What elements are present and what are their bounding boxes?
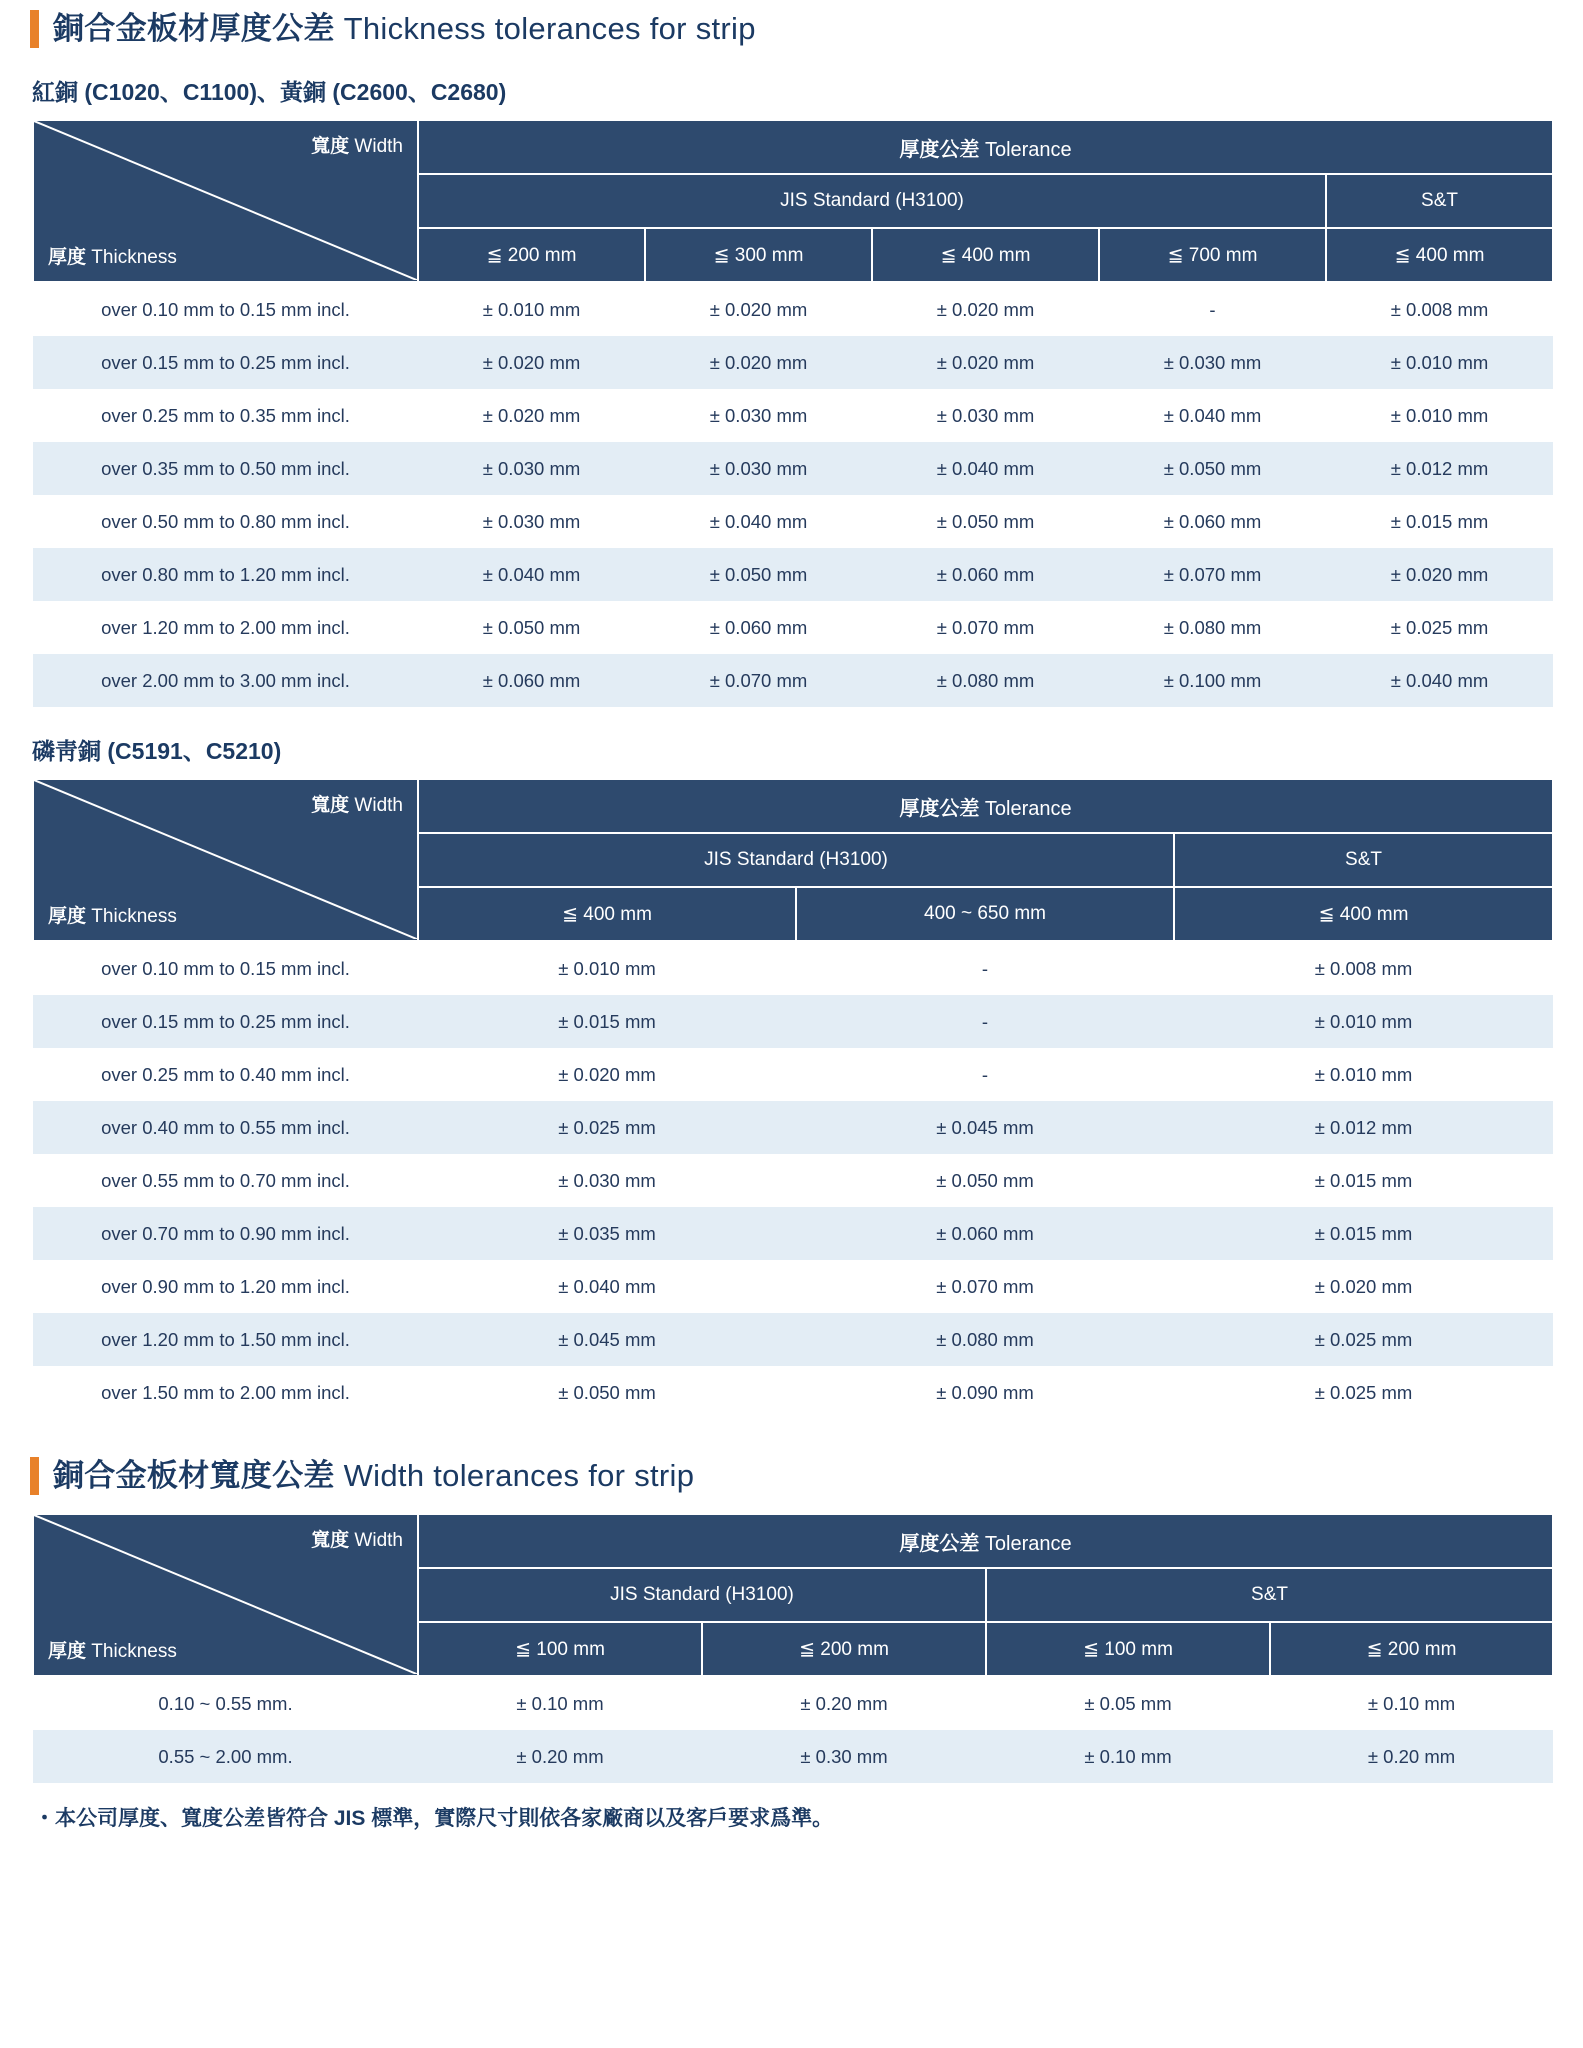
accent-bar-icon	[30, 1457, 39, 1495]
cell-value: ± 0.060 mm	[1099, 495, 1326, 548]
section-heading-thickness	[30, 10, 1553, 48]
cell-value: ± 0.080 mm	[872, 654, 1099, 707]
corner-thickness-label: 厚度 Thickness	[48, 1641, 177, 1662]
cell-value: ± 0.020 mm	[645, 336, 872, 389]
row-thickness-label: over 1.50 mm to 2.00 mm incl.	[33, 1366, 418, 1419]
cell-value: ± 0.070 mm	[872, 601, 1099, 654]
section-title-zh: 銅合金板材厚度公差	[53, 11, 335, 47]
cell-value: ± 0.050 mm	[796, 1154, 1174, 1207]
cell-value: ± 0.040 mm	[872, 442, 1099, 495]
cell-value: ± 0.045 mm	[796, 1101, 1174, 1154]
cell-value: ± 0.008 mm	[1174, 941, 1553, 995]
table-row	[33, 1730, 1553, 1783]
cell-value: ± 0.012 mm	[1174, 1101, 1553, 1154]
cell-value: ± 0.015 mm	[418, 995, 796, 1048]
section-heading-width	[30, 1457, 1553, 1495]
table-row	[33, 336, 1553, 389]
corner-width-label: 寬度 Width	[311, 1530, 403, 1551]
table-row	[33, 941, 1553, 995]
cell-value: ± 0.025 mm	[1326, 601, 1553, 654]
cell-value: ± 0.10 mm	[986, 1730, 1270, 1783]
table-thickness-phosphor-bronze	[32, 778, 1554, 1419]
header-col-jis-2: 400 ~ 650 mm	[796, 887, 1174, 941]
cell-value: ± 0.10 mm	[418, 1676, 702, 1730]
row-thickness-label: over 2.00 mm to 3.00 mm incl.	[33, 654, 418, 707]
table-row	[33, 442, 1553, 495]
cell-value: ± 0.020 mm	[418, 1048, 796, 1101]
cell-value: ± 0.050 mm	[645, 548, 872, 601]
row-thickness-label: over 0.40 mm to 0.55 mm incl.	[33, 1101, 418, 1154]
cell-value: ± 0.080 mm	[796, 1313, 1174, 1366]
cell-value: ± 0.020 mm	[1174, 1260, 1553, 1313]
section-title-zh: 銅合金板材寬度公差	[53, 1458, 335, 1494]
cell-value: ± 0.10 mm	[1270, 1676, 1553, 1730]
cell-value: ± 0.080 mm	[1099, 601, 1326, 654]
table-row	[33, 282, 1553, 336]
cell-value: ± 0.030 mm	[418, 495, 645, 548]
table-row	[33, 1154, 1553, 1207]
table-row	[33, 1676, 1553, 1730]
cell-value: ± 0.015 mm	[1326, 495, 1553, 548]
cell-value: ± 0.20 mm	[702, 1676, 986, 1730]
header-tolerance: 厚度公差 Tolerance	[418, 120, 1553, 174]
table-row	[33, 1207, 1553, 1260]
header-col-snt-1: ≦ 400 mm	[1174, 887, 1553, 941]
cell-value: ± 0.025 mm	[1174, 1313, 1553, 1366]
cell-value: ± 0.025 mm	[1174, 1366, 1553, 1419]
cell-value: ± 0.030 mm	[418, 1154, 796, 1207]
section-title-en: Thickness tolerances for strip	[334, 11, 756, 47]
corner-thickness-label: 厚度 Thickness	[48, 906, 177, 927]
header-col-jis-1: ≦ 400 mm	[418, 887, 796, 941]
corner-thickness-label: 厚度 Thickness	[48, 247, 177, 268]
cell-value: ± 0.010 mm	[1174, 995, 1553, 1048]
cell-value: ± 0.010 mm	[1174, 1048, 1553, 1101]
cell-value: ± 0.100 mm	[1099, 654, 1326, 707]
row-thickness-label: over 0.25 mm to 0.40 mm incl.	[33, 1048, 418, 1101]
cell-value: ± 0.040 mm	[418, 548, 645, 601]
row-thickness-label: over 0.35 mm to 0.50 mm incl.	[33, 442, 418, 495]
table-width-tolerances	[32, 1513, 1554, 1783]
section-title-en: Width tolerances for strip	[334, 1458, 695, 1494]
cell-value: ± 0.30 mm	[702, 1730, 986, 1783]
cell-value: ± 0.060 mm	[872, 548, 1099, 601]
header-col-snt-1: ≦ 100 mm	[986, 1622, 1270, 1676]
header-col-jis-1: ≦ 200 mm	[418, 228, 645, 282]
cell-value: -	[796, 995, 1174, 1048]
cell-value: ± 0.015 mm	[1174, 1154, 1553, 1207]
row-thickness-label: over 0.15 mm to 0.25 mm incl.	[33, 995, 418, 1048]
header-col-jis-2: ≦ 200 mm	[702, 1622, 986, 1676]
cell-value: -	[796, 1048, 1174, 1101]
header-group-jis: JIS Standard (H3100)	[418, 174, 1326, 228]
cell-value: ± 0.008 mm	[1326, 282, 1553, 336]
cell-value: ± 0.020 mm	[1326, 548, 1553, 601]
corner-cell	[33, 1514, 418, 1676]
corner-cell	[33, 120, 418, 282]
cell-value: ± 0.030 mm	[872, 389, 1099, 442]
cell-value: ± 0.050 mm	[418, 1366, 796, 1419]
cell-value: ± 0.20 mm	[418, 1730, 702, 1783]
cell-value: ± 0.015 mm	[1174, 1207, 1553, 1260]
cell-value: ± 0.050 mm	[872, 495, 1099, 548]
row-thickness-label: over 0.10 mm to 0.15 mm incl.	[33, 941, 418, 995]
cell-value: ± 0.010 mm	[418, 941, 796, 995]
cell-value: ± 0.010 mm	[1326, 336, 1553, 389]
corner-width-label: 寬度 Width	[311, 136, 403, 157]
table-row	[33, 1366, 1553, 1419]
accent-bar-icon	[30, 10, 39, 48]
cell-value: ± 0.040 mm	[645, 495, 872, 548]
cell-value: ± 0.070 mm	[1099, 548, 1326, 601]
table-row	[33, 995, 1553, 1048]
cell-value: ± 0.030 mm	[1099, 336, 1326, 389]
cell-value: ± 0.060 mm	[645, 601, 872, 654]
row-thickness-label: 0.10 ~ 0.55 mm.	[33, 1676, 418, 1730]
row-thickness-label: over 1.20 mm to 2.00 mm incl.	[33, 601, 418, 654]
header-group-snt: S&T	[1326, 174, 1553, 228]
cell-value: ± 0.030 mm	[418, 442, 645, 495]
cell-value: ± 0.05 mm	[986, 1676, 1270, 1730]
table-row	[33, 654, 1553, 707]
header-col-snt-1: ≦ 400 mm	[1326, 228, 1553, 282]
table-row	[33, 1260, 1553, 1313]
row-thickness-label: over 0.80 mm to 1.20 mm incl.	[33, 548, 418, 601]
table-row	[33, 495, 1553, 548]
subsection-title-phosphor-bronze: 磷靑銅 (C5191、C5210)	[32, 738, 282, 764]
section-title-width	[53, 1457, 694, 1494]
header-col-jis-2: ≦ 300 mm	[645, 228, 872, 282]
table-row	[33, 1048, 1553, 1101]
cell-value: ± 0.060 mm	[418, 654, 645, 707]
row-thickness-label: 0.55 ~ 2.00 mm.	[33, 1730, 418, 1783]
row-thickness-label: over 0.25 mm to 0.35 mm incl.	[33, 389, 418, 442]
cell-value: -	[796, 941, 1174, 995]
table-row	[33, 548, 1553, 601]
header-col-jis-3: ≦ 400 mm	[872, 228, 1099, 282]
cell-value: ± 0.010 mm	[418, 282, 645, 336]
table-thickness-copper-brass	[32, 119, 1554, 707]
header-group-jis: JIS Standard (H3100)	[418, 1568, 986, 1622]
document-page	[0, 10, 1583, 1853]
row-thickness-label: over 0.10 mm to 0.15 mm incl.	[33, 282, 418, 336]
row-thickness-label: over 0.70 mm to 0.90 mm incl.	[33, 1207, 418, 1260]
corner-cell	[33, 779, 418, 941]
header-group-jis: JIS Standard (H3100)	[418, 833, 1174, 887]
cell-value: ± 0.020 mm	[645, 282, 872, 336]
cell-value: ± 0.030 mm	[645, 389, 872, 442]
cell-value: -	[1099, 282, 1326, 336]
cell-value: ± 0.050 mm	[418, 601, 645, 654]
cell-value: ± 0.020 mm	[872, 282, 1099, 336]
header-col-snt-2: ≦ 200 mm	[1270, 1622, 1553, 1676]
table-row	[33, 1101, 1553, 1154]
cell-value: ± 0.050 mm	[1099, 442, 1326, 495]
row-thickness-label: over 0.50 mm to 0.80 mm incl.	[33, 495, 418, 548]
header-col-jis-1: ≦ 100 mm	[418, 1622, 702, 1676]
cell-value: ± 0.20 mm	[1270, 1730, 1553, 1783]
section-title-thickness	[53, 10, 756, 47]
row-thickness-label: over 0.55 mm to 0.70 mm incl.	[33, 1154, 418, 1207]
cell-value: ± 0.070 mm	[796, 1260, 1174, 1313]
footnote: ・本公司厚度、寬度公差皆符合 JIS 標準，實際尺寸則依各家廠商以及客戶要求爲準。	[34, 1807, 834, 1830]
cell-value: ± 0.090 mm	[796, 1366, 1174, 1419]
cell-value: ± 0.010 mm	[1326, 389, 1553, 442]
cell-value: ± 0.060 mm	[796, 1207, 1174, 1260]
corner-width-label: 寬度 Width	[311, 795, 403, 816]
cell-value: ± 0.035 mm	[418, 1207, 796, 1260]
header-tolerance: 厚度公差 Tolerance	[418, 1514, 1553, 1568]
cell-value: ± 0.020 mm	[872, 336, 1099, 389]
cell-value: ± 0.045 mm	[418, 1313, 796, 1366]
header-group-snt: S&T	[1174, 833, 1553, 887]
table-row	[33, 389, 1553, 442]
cell-value: ± 0.020 mm	[418, 389, 645, 442]
cell-value: ± 0.070 mm	[645, 654, 872, 707]
cell-value: ± 0.030 mm	[645, 442, 872, 495]
cell-value: ± 0.040 mm	[1099, 389, 1326, 442]
subsection-title-copper-brass: 紅銅 (C1020、C1100)、黃銅 (C2600、C2680)	[32, 79, 507, 105]
header-col-jis-4: ≦ 700 mm	[1099, 228, 1326, 282]
header-group-snt: S&T	[986, 1568, 1553, 1622]
row-thickness-label: over 0.90 mm to 1.20 mm incl.	[33, 1260, 418, 1313]
table-row	[33, 1313, 1553, 1366]
header-tolerance: 厚度公差 Tolerance	[418, 779, 1553, 833]
cell-value: ± 0.040 mm	[1326, 654, 1553, 707]
cell-value: ± 0.025 mm	[418, 1101, 796, 1154]
cell-value: ± 0.012 mm	[1326, 442, 1553, 495]
row-thickness-label: over 0.15 mm to 0.25 mm incl.	[33, 336, 418, 389]
table-row	[33, 601, 1553, 654]
cell-value: ± 0.020 mm	[418, 336, 645, 389]
cell-value: ± 0.040 mm	[418, 1260, 796, 1313]
row-thickness-label: over 1.20 mm to 1.50 mm incl.	[33, 1313, 418, 1366]
